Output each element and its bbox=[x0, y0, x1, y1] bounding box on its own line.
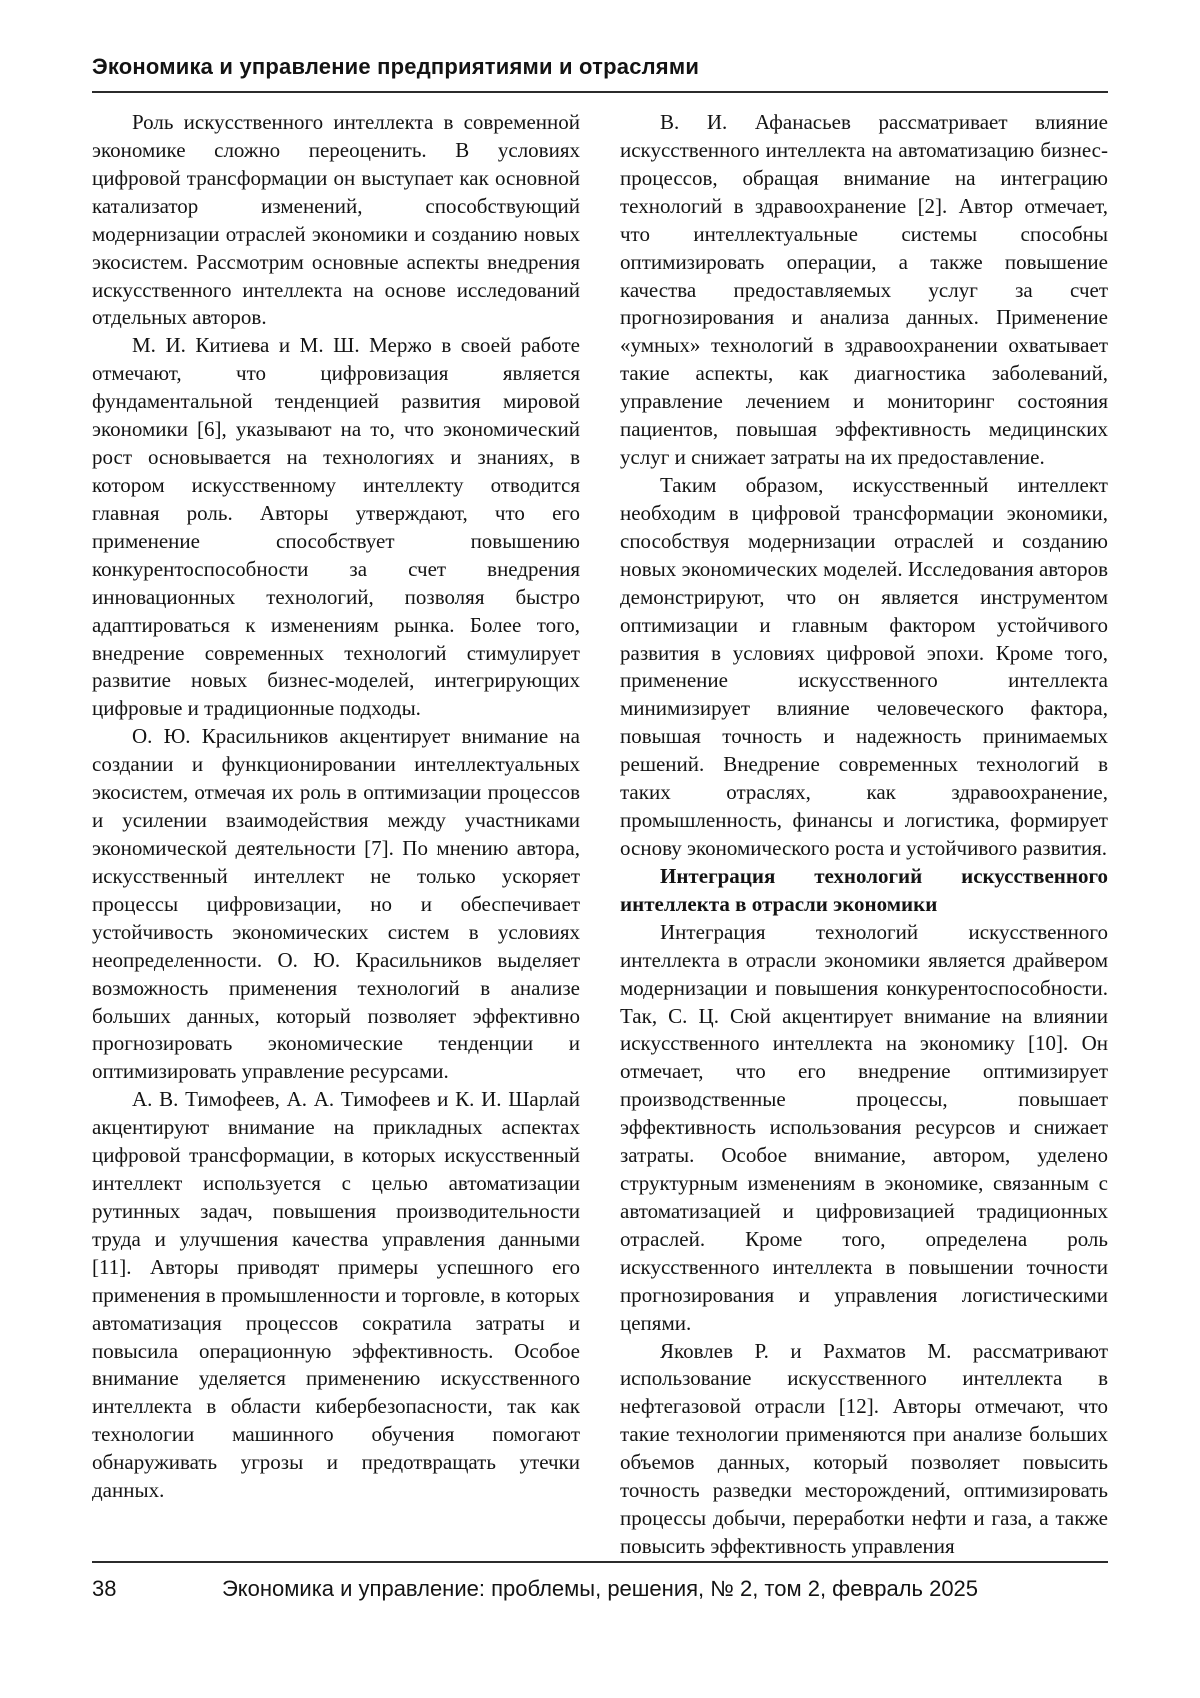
paragraph: М. И. Китиева и М. Ш. Мержо в своей работе отмечают, что цифровизация является фундаментальной тенденцией развития мировой экономики [6], указывают на то, что экономический рост основывается на технологиях и знаниях, в котором искусственному интеллекту отводится главная роль. Авторы утверждают, что его применение способствует повышению конкурентоспособности за счет внедрения инновационных технологий, позволяя быстро адаптироваться к изменениям рынка. Более того, внедрение современных технологий стимулирует развитие новых бизнес-моделей, интегрирующих цифровые и традиционные подходы. bbox=[92, 333, 580, 721]
right-column bbox=[620, 109, 1108, 1561]
paragraph: В. И. Афанасьев рассматривает влияние искусственного интеллекта на автоматизацию бизнес-процессов, обращая внимание на интеграцию технологий в здравоохранение [2]. Автор отмечает, что интеллектуальные системы способны оптимизировать операции, а также повышение качества предоставляемых услуг за счет прогнозирования и анализа данных. Применение «умных» технологий в здравоохранении охватывает такие аспекты, как диагностика заболеваний, управление лечением и мониторинг состояния пациентов, повышая эффективность медицинских услуг и снижает затраты на их предоставление. bbox=[620, 110, 1108, 470]
left-column bbox=[92, 109, 580, 1561]
running-header bbox=[92, 54, 1108, 93]
footer-row bbox=[92, 1563, 1108, 1602]
header-rule bbox=[92, 91, 1108, 93]
paragraph: Интеграция технологий искусственного интеллекта в отрасли экономики является драйвером модернизации и повышения конкурентоспособности. Так, С. Ц. Сюй акцентирует внимание на влиянии искусственного интеллекта на экономику [10]. Он отмечает, что его внедрение оптимизирует производственные процессы, повышает эффективность использования ресурсов и снижает затраты. Особое внимание, автором, уделено структурным изменениям в экономике, связанным с автоматизацией и цифровизацией традиционных отраслей. Кроме того, определена роль искусственного интеллекта в повышении точности прогнозирования и управления логистическими цепями. bbox=[620, 919, 1108, 1335]
article-body bbox=[92, 109, 1108, 1561]
section-header-title: Экономика и управление предприятиями и отраслями bbox=[92, 54, 700, 79]
paragraph: Таким образом, искусственный интеллект необходим в цифровой трансформации экономики, способствуя модернизации отраслей и созданию новых экономических моделей. Исследования авторов демонстрируют, что он является инструментом оптимизации и главным фактором устойчивого развития в условиях цифровой эпохи. Кроме того, применение искусственного интеллекта минимизирует влияние человеческого фактора, повышая точность и надежность принимаемых решений. Внедрение современных технологий в таких отраслях, как здравоохранение, промышленность, финансы и логистика, формирует основу экономического роста и устойчивого развития. bbox=[620, 472, 1108, 860]
paragraph: Роль искусственного интеллекта в современной экономике сложно переоценить. В условиях цифровой трансформации он выступает как основной катализатор изменений, способствующий модернизации отраслей экономики и созданию новых экосистем. Рассмотрим основные аспекты внедрения искусственного интеллекта на основе исследований отдельных авторов. bbox=[92, 110, 580, 330]
page-number: 38 bbox=[92, 1575, 117, 1601]
paragraph: А. В. Тимофеев, А. А. Тимофеев и К. И. Шарлай акцентируют внимание на прикладных аспектах цифровой трансформации, в которых искусственный интеллект используется с целью автоматизации рутинных задач, повышения производительности труда и улучшения качества управления данными [11]. Авторы приводят примеры успешного его применения в промышленности и торговле, в которых автоматизация процессов сократила затраты и повысила операционную эффективность. Особое внимание уделяется применению искусственного интеллекта в области кибербезопасности, так как технологии машинного обучения помогают обнаруживать угрозы и предотвращать утечки данных. bbox=[92, 1087, 580, 1503]
paragraph: О. Ю. Красильников акцентирует внимание на создании и функционировании интеллектуальных экосистем, отмечая их роль в оптимизации процессов и усилении взаимодействия между участниками экономической деятельности [7]. По мнению автора, искусственный интеллект не только ускоряет процессы цифровизации, но и обеспечивает устойчивость экономических систем в условиях неопределенности. О. Ю. Красильников выделяет возможность применения технологий в анализе больших данных, который позволяет эффективно прогнозировать экономические тенденции и оптимизировать управление ресурсами. bbox=[92, 724, 580, 1084]
section-heading: Интеграция технологий искусственного интеллекта в отрасли экономики bbox=[620, 863, 1108, 916]
journal-info: Экономика и управление: проблемы, решения, № 2, том 2, февраль 2025 bbox=[221, 1575, 979, 1601]
page-footer bbox=[92, 1561, 1108, 1602]
paragraph: Яковлев Р. и Рахматов М. рассматривают использование искусственного интеллекта в нефтегазовой отрасли [12]. Авторы отмечают, что такие технологии применяются при анализе больших объемов данных, который позволяет повысить точность разведки месторождений, оптимизировать процессы добычи, переработки нефти и газа, а также повысить эффективность управления bbox=[620, 1338, 1108, 1559]
